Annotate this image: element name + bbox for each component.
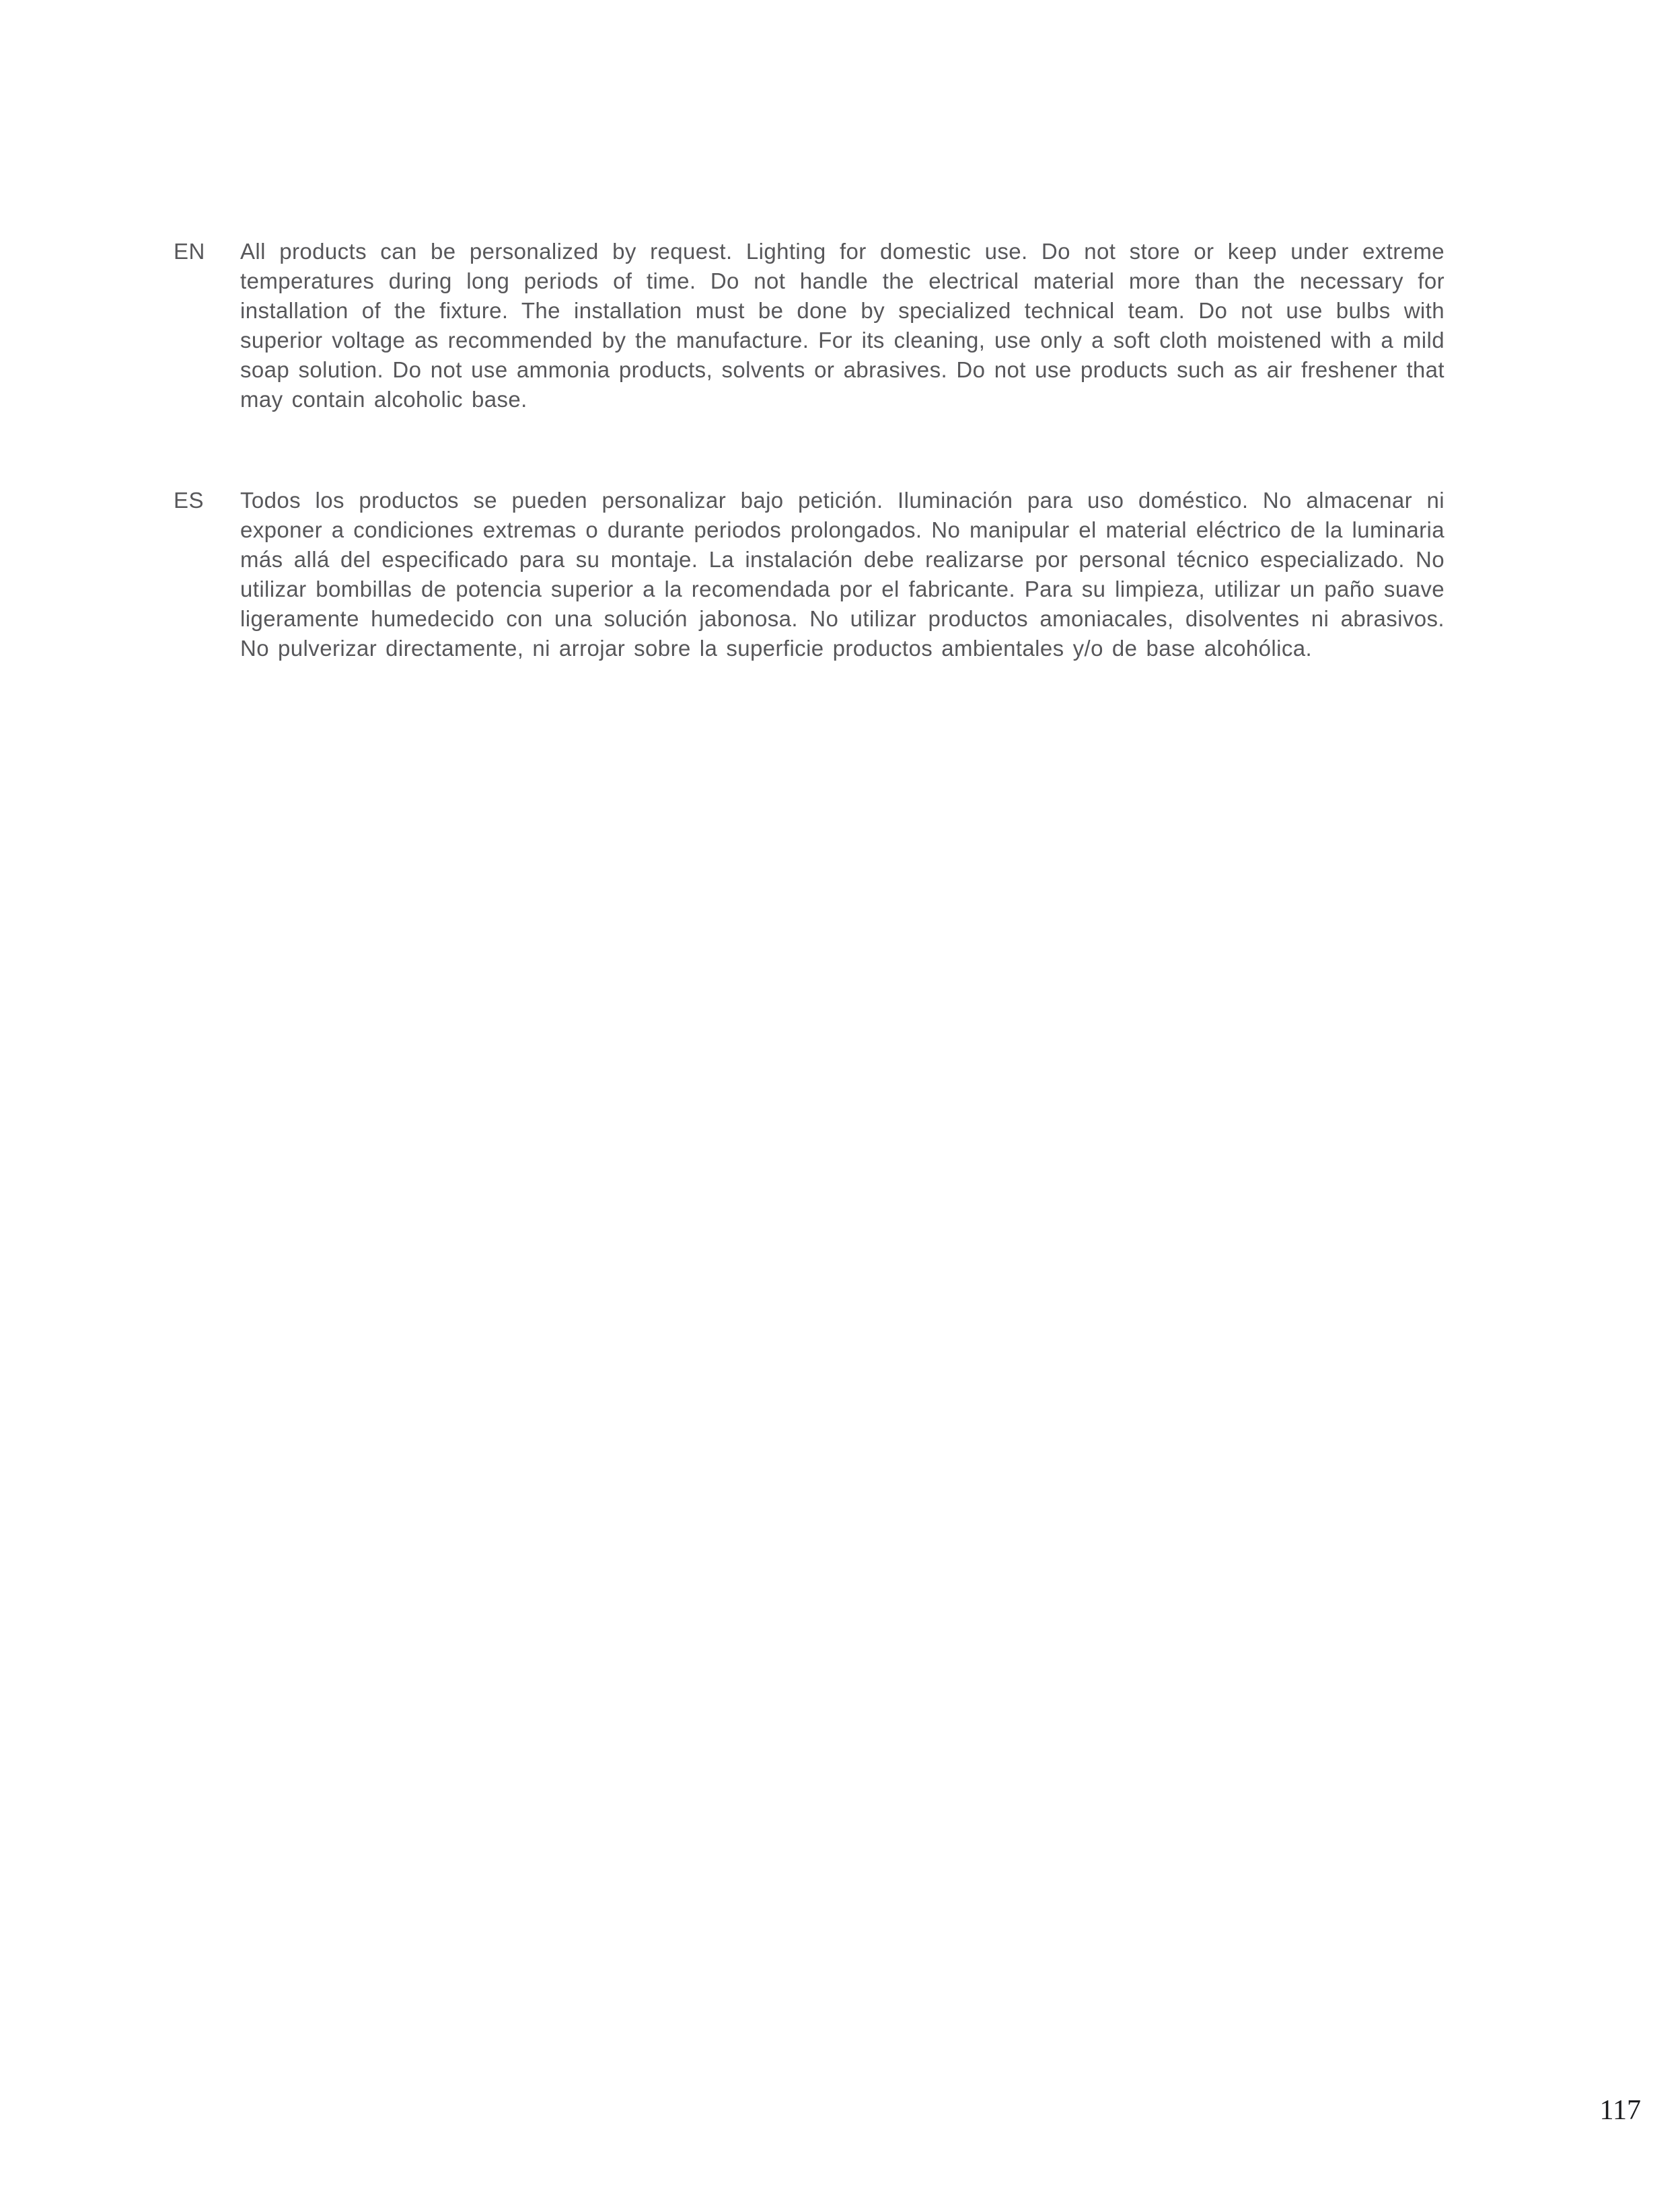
page-number: 117 [1599, 2095, 1641, 2126]
language-label-es: ES [174, 488, 205, 513]
paragraph-es: Todos los productos se pueden personalizar bajo petición. Iluminación para uso doméstico. No almacenar ni exponer a condiciones extremas o durante periodos prolongados. No manipular el material eléctrico de la luminaria más allá del especificado para su montaje. La instalación debe realizarse por personal técnico especializado. No utilizar bombillas de potencia superior a la recomendada por el fabricante. Para su limpieza, utilizar un paño suave ligeramente humedecido con una solución jabonosa. No utilizar productos amoniacales, disolventes ni abrasivos. No pulverizar directamente, ni arrojar sobre la superficie productos ambientales y/o de base alcohólica. [240, 488, 1445, 661]
paragraph-en: All products can be personalized by request. Lighting for domestic use. Do not store or keep under extreme temperatures during long periods of time. Do not handle the electrical material more than the necessary for installation of the fixture. The installation must be done by specialized technical team. Do not use bulbs with superior voltage as recommended by the manufacture. For its cleaning, use only a soft cloth moistened with a mild soap solution. Do not use ammonia products, solvents or abrasives. Do not use products such as air freshener that may contain alcoholic base. [240, 239, 1445, 412]
section-es [174, 486, 1445, 663]
section-en [174, 237, 1445, 414]
language-label-en: EN [174, 239, 205, 264]
